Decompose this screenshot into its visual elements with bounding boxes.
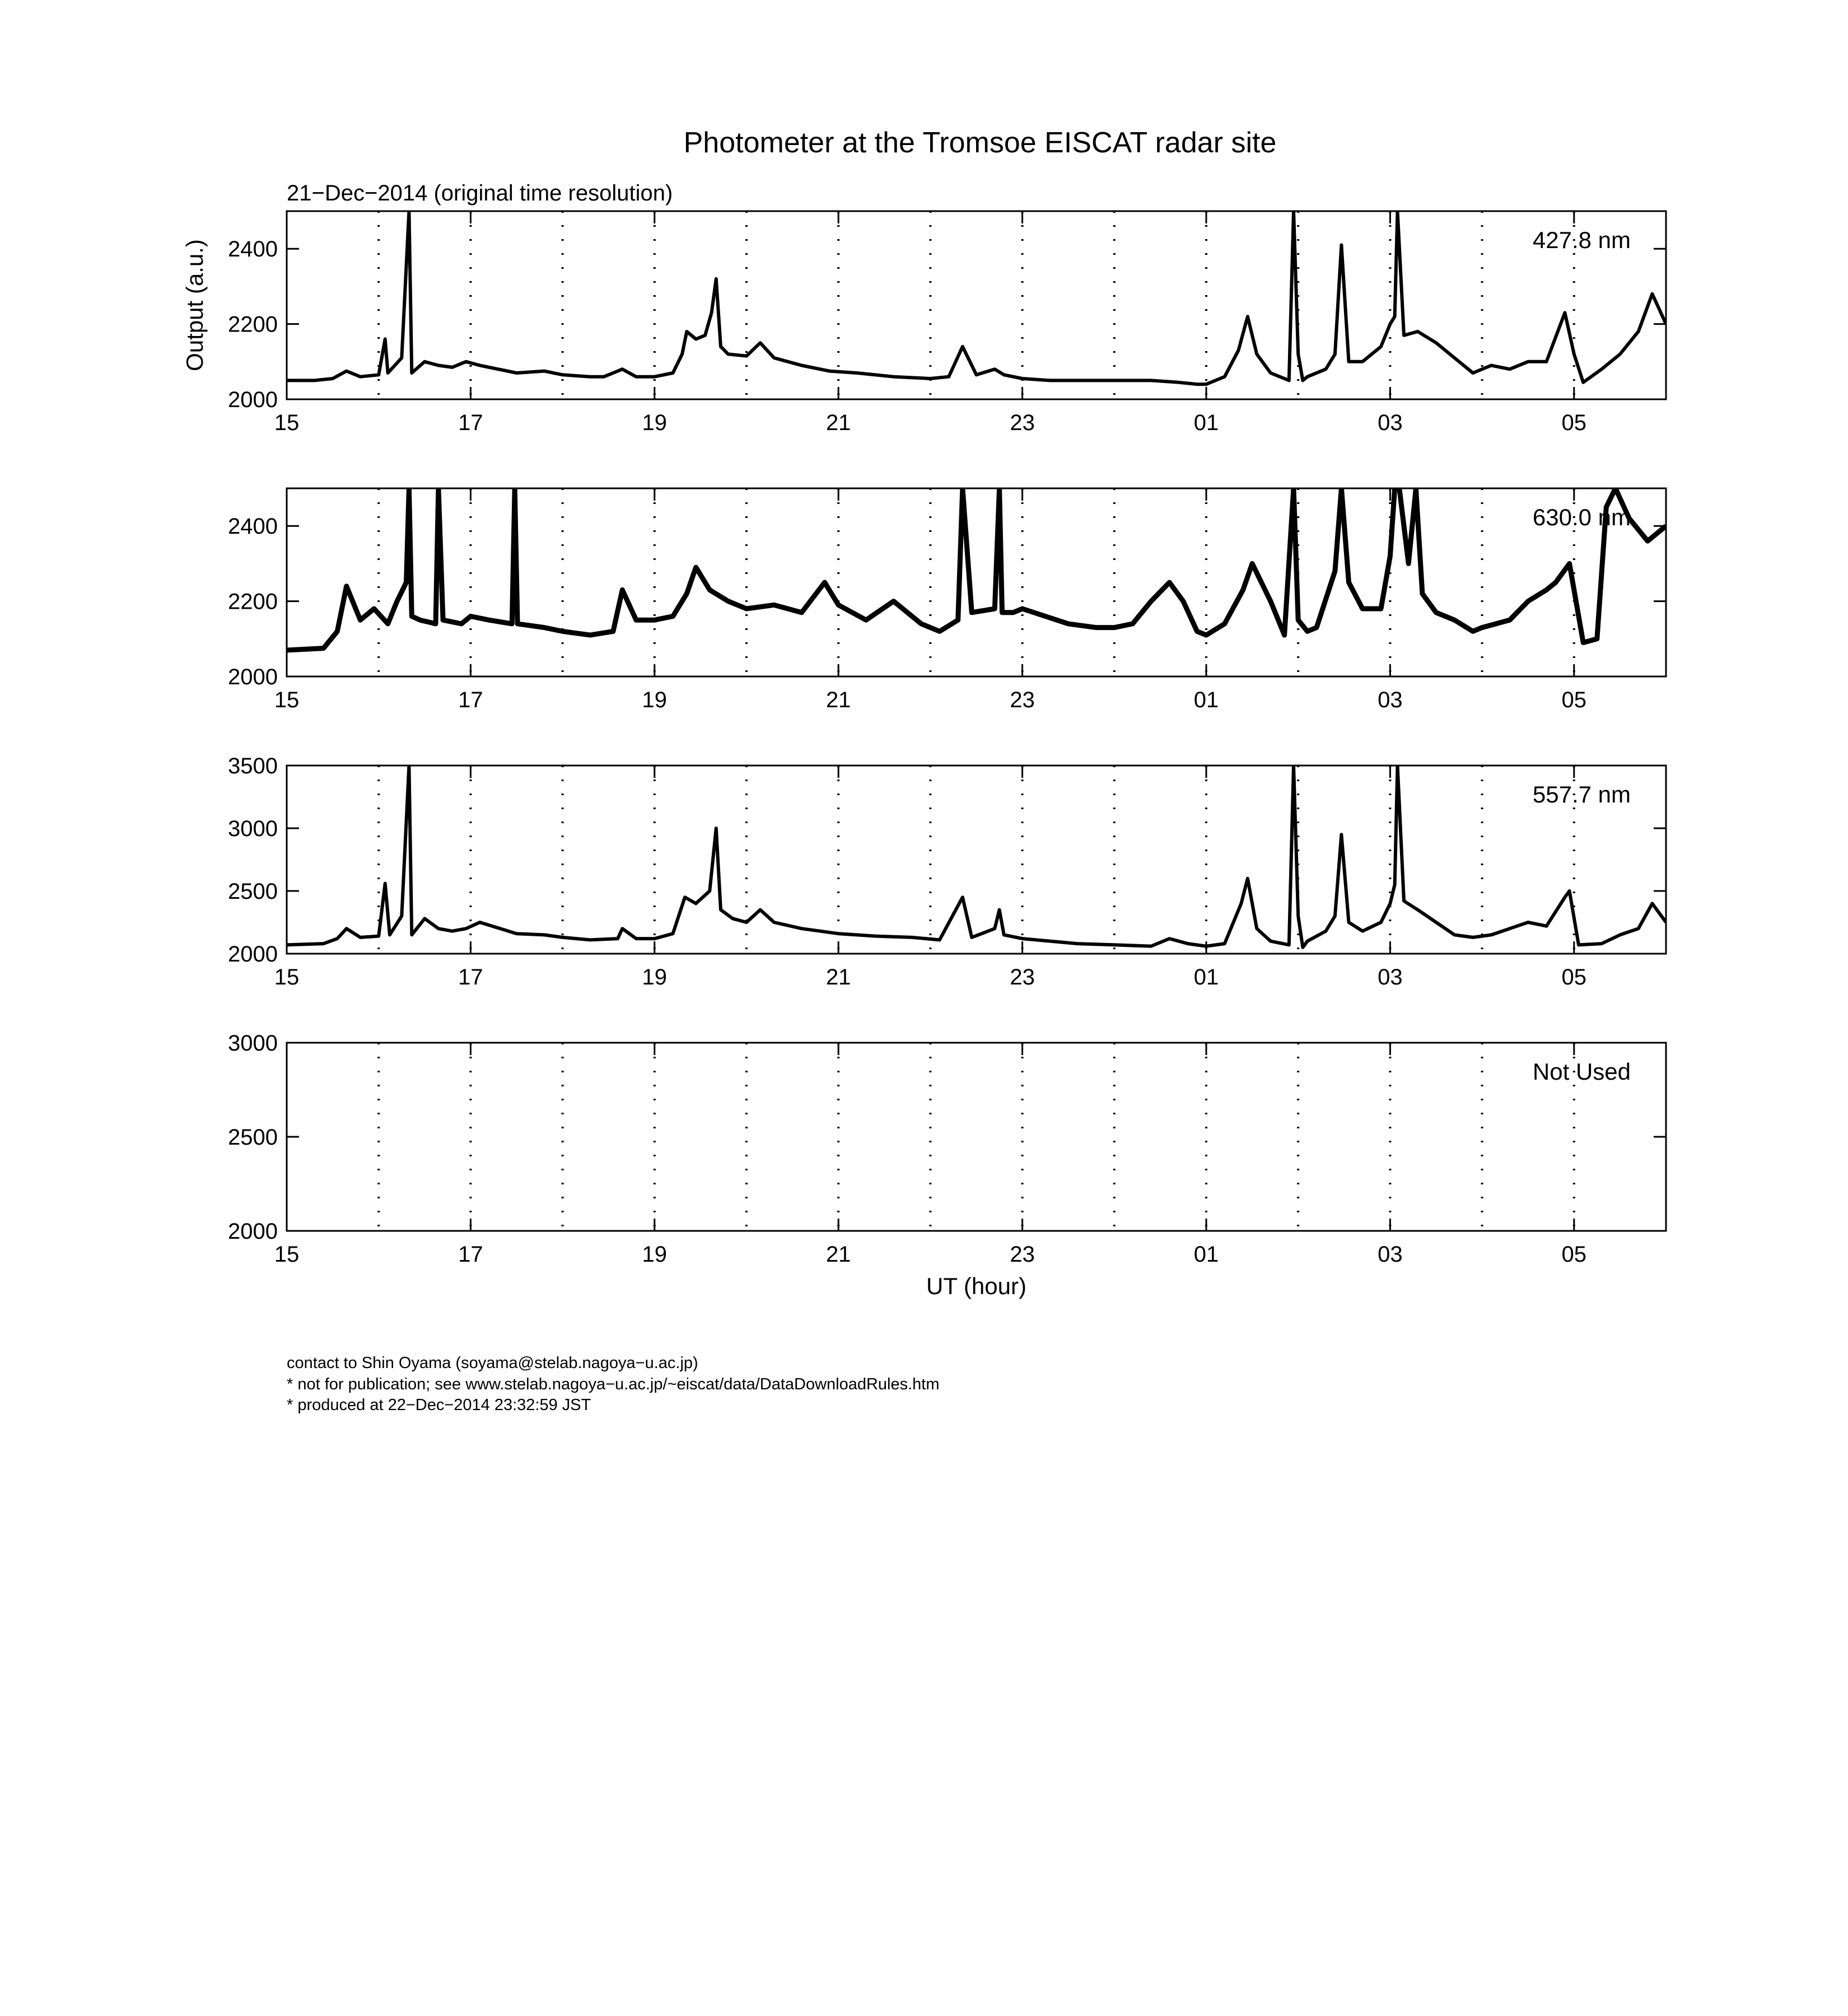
footer-notes bbox=[287, 1354, 940, 1414]
x-tick-label: 01 bbox=[1193, 965, 1219, 990]
y-tick-label: 2200 bbox=[228, 589, 278, 614]
axes-box bbox=[287, 1043, 1666, 1231]
x-tick-label: 17 bbox=[458, 1242, 483, 1267]
x-tick-label: 17 bbox=[458, 688, 483, 712]
x-tick-label: 19 bbox=[642, 410, 668, 435]
panel-label: 427.8 nm bbox=[1532, 227, 1631, 253]
x-tick-label: 17 bbox=[458, 965, 483, 990]
footer-produced: * produced at 22−Dec−2014 23:32:59 JST bbox=[287, 1396, 591, 1414]
axes-box bbox=[287, 488, 1666, 676]
footer-contact: contact to Shin Oyama (soyama@stelab.nagoya−u.ac.jp) bbox=[287, 1354, 698, 1372]
series-line bbox=[287, 211, 1666, 384]
x-tick-label: 15 bbox=[274, 688, 300, 712]
y-tick-label: 2500 bbox=[228, 1125, 278, 1150]
x-tick-label: 23 bbox=[1010, 410, 1035, 435]
x-tick-label: 01 bbox=[1193, 688, 1219, 712]
x-tick-label: 03 bbox=[1378, 1242, 1403, 1267]
x-tick-label: 01 bbox=[1193, 410, 1219, 435]
y-tick-label: 2200 bbox=[228, 312, 278, 337]
x-tick-label: 19 bbox=[642, 1242, 668, 1267]
panel-label: 557.7 nm bbox=[1532, 781, 1631, 808]
panel-2 bbox=[228, 488, 1666, 712]
panel-4 bbox=[228, 1031, 1666, 1299]
panels bbox=[181, 211, 1666, 1299]
y-tick-label: 2000 bbox=[228, 665, 278, 689]
y-tick-label: 2500 bbox=[228, 879, 278, 904]
y-tick-label: 2400 bbox=[228, 237, 278, 262]
x-tick-label: 03 bbox=[1378, 688, 1403, 712]
y-tick-label: 2400 bbox=[228, 514, 278, 539]
x-tick-label: 23 bbox=[1010, 1242, 1035, 1267]
x-tick-label: 15 bbox=[274, 410, 300, 435]
x-tick-label: 21 bbox=[825, 410, 851, 435]
x-tick-label: 15 bbox=[274, 965, 300, 990]
panel-label: 630.0 nm bbox=[1532, 504, 1631, 530]
x-tick-label: 05 bbox=[1561, 1242, 1587, 1267]
x-tick-label: 03 bbox=[1378, 410, 1403, 435]
y-tick-label: 3000 bbox=[228, 1031, 278, 1056]
x-tick-label: 05 bbox=[1561, 410, 1587, 435]
x-tick-label: 17 bbox=[458, 410, 483, 435]
y-tick-label: 2000 bbox=[228, 942, 278, 967]
panel-1 bbox=[181, 211, 1666, 435]
x-tick-label: 23 bbox=[1010, 688, 1035, 712]
x-tick-label: 23 bbox=[1010, 965, 1035, 990]
figure-subtitle: 21−Dec−2014 (original time resolution) bbox=[287, 181, 673, 206]
x-tick-label: 21 bbox=[825, 688, 851, 712]
x-tick-label: 19 bbox=[642, 965, 668, 990]
x-axis-label: UT (hour) bbox=[926, 1273, 1026, 1299]
x-tick-label: 01 bbox=[1193, 1242, 1219, 1267]
x-tick-label: 21 bbox=[825, 1242, 851, 1267]
x-tick-label: 03 bbox=[1378, 965, 1403, 990]
y-tick-label: 2000 bbox=[228, 388, 278, 412]
x-tick-label: 15 bbox=[274, 1242, 300, 1267]
panel-label: Not Used bbox=[1532, 1058, 1631, 1085]
figure-title: Photometer at the Tromsoe EISCAT radar site bbox=[683, 127, 1277, 159]
y-tick-label: 2000 bbox=[228, 1219, 278, 1244]
panel-3 bbox=[228, 754, 1666, 990]
x-tick-label: 05 bbox=[1561, 688, 1587, 712]
x-tick-label: 21 bbox=[825, 965, 851, 990]
x-tick-label: 05 bbox=[1561, 965, 1587, 990]
y-axis-label: Output (a.u.) bbox=[181, 239, 208, 371]
footer-usage-note: * not for publication; see www.stelab.nagoya−u.ac.jp/~eiscat/data/DataDownloadRules.htm bbox=[287, 1375, 940, 1393]
x-tick-label: 19 bbox=[642, 688, 668, 712]
y-tick-label: 3000 bbox=[228, 816, 278, 841]
y-tick-label: 3500 bbox=[228, 754, 278, 778]
series-line bbox=[287, 488, 1666, 650]
series-line bbox=[287, 766, 1666, 948]
